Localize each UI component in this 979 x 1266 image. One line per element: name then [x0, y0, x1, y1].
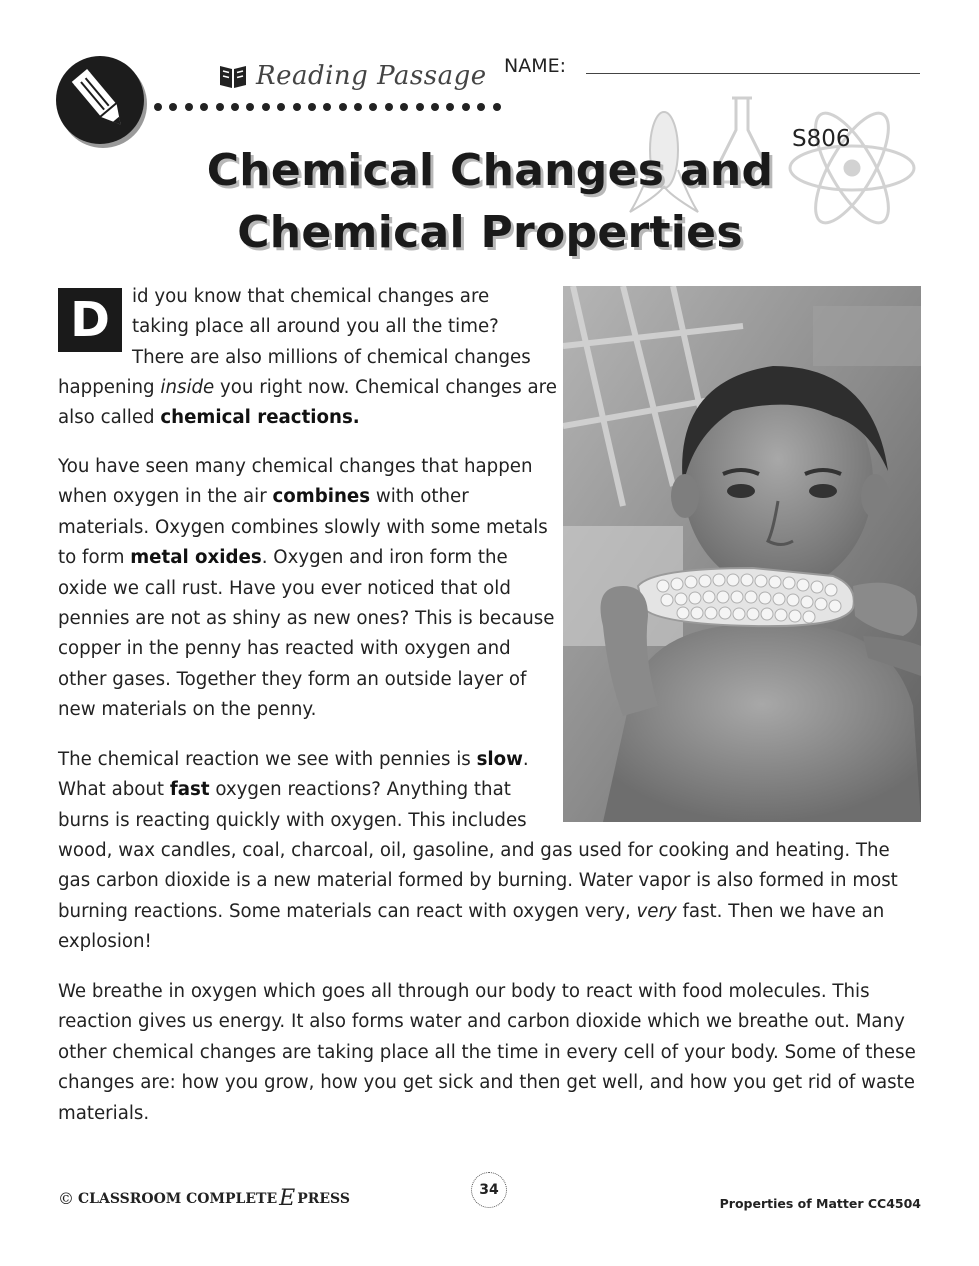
text-run: The chemical reaction we see with pennies is	[58, 749, 477, 770]
emphasis-text: very	[636, 900, 677, 922]
name-label: NAME:	[504, 55, 567, 77]
key-term: chemical reactions.	[160, 407, 360, 429]
text-run: fast. Then we have an explosion!	[58, 900, 885, 953]
product-label: Properties of Matter CC4504	[719, 1196, 921, 1211]
key-term: combines	[272, 486, 371, 508]
title-line-2: Chemical Properties	[237, 207, 743, 258]
intro-line-2: taking place all around you all the time?	[132, 316, 499, 338]
page-title	[180, 140, 800, 264]
drop-cap: D	[58, 288, 122, 352]
intro-line-1: id you know that chemical changes are	[132, 286, 490, 307]
text-run: . What about	[58, 749, 529, 801]
title-line-1: Chemical Changes and	[206, 145, 774, 196]
publisher-name-b: PRESS	[297, 1190, 350, 1207]
paragraph-2	[58, 452, 558, 726]
text-run: wood, wax candles, coal, charcoal, oil, gasoline, and gas used for cooking and heating. The gas carbon dioxide is a new material formed by burning. Water vapor is also formed in most burning reactions. Some materials can react with oxygen very,	[58, 840, 898, 922]
worksheet-code: S806	[792, 126, 851, 152]
paragraph-1-intro	[132, 282, 562, 373]
dotted-divider	[154, 103, 501, 111]
book-icon	[218, 62, 248, 90]
text-run: happening	[58, 377, 161, 398]
text-run: oxygen reactions? Anything that burns is reacting quickly with oxygen. This includes	[58, 779, 527, 831]
name-write-line	[586, 73, 920, 74]
section-label: Reading Passage	[256, 61, 487, 91]
emphasis-text: inside	[160, 377, 215, 398]
key-term: fast	[169, 779, 210, 801]
paragraph-3-end	[58, 836, 926, 958]
paragraph-3-start	[58, 745, 558, 836]
text-run: you right now. Chemical changes are also called	[58, 377, 557, 429]
pencil-badge-icon	[56, 56, 144, 144]
text-run: You have seen many chemical changes that happen when oxygen in the air	[58, 456, 533, 508]
publisher-e-logo: E	[279, 1186, 296, 1211]
key-term: metal oxides	[130, 547, 262, 569]
page-number: 34	[471, 1172, 507, 1208]
paragraph-4: We breathe in oxygen which goes all through our body to react with food molecules. This reaction gives us energy. It also forms water and carbon dioxide which we breathe out. Many other chemical changes are taking place all the time in every cell of your body. Some of these changes are: how you grow, how you get sick and then get well, and how you get rid of waste materials.	[58, 981, 916, 1124]
intro-line-3: There are also millions of chemical changes	[132, 346, 531, 368]
text-run: with other materials. Oxygen combines slowly with some metals to form	[58, 486, 548, 569]
publisher-name-a: CLASSROOM COMPLETE	[78, 1190, 278, 1207]
reading-passage-label	[218, 58, 487, 94]
paragraph-1-rest	[58, 373, 558, 434]
boy-eating-corn-photo	[563, 286, 921, 822]
copyright-symbol: ©	[58, 1189, 74, 1208]
publisher-logo	[58, 1186, 350, 1211]
key-term: slow	[476, 749, 523, 770]
text-run: . Oxygen and iron form the oxide we call rust. Have you ever noticed that old pennies are not as shiny as new ones? This is because copper in the penny has reacted with oxygen and other gases. Together they form an outside layer of new materials on the penny.	[58, 547, 555, 721]
